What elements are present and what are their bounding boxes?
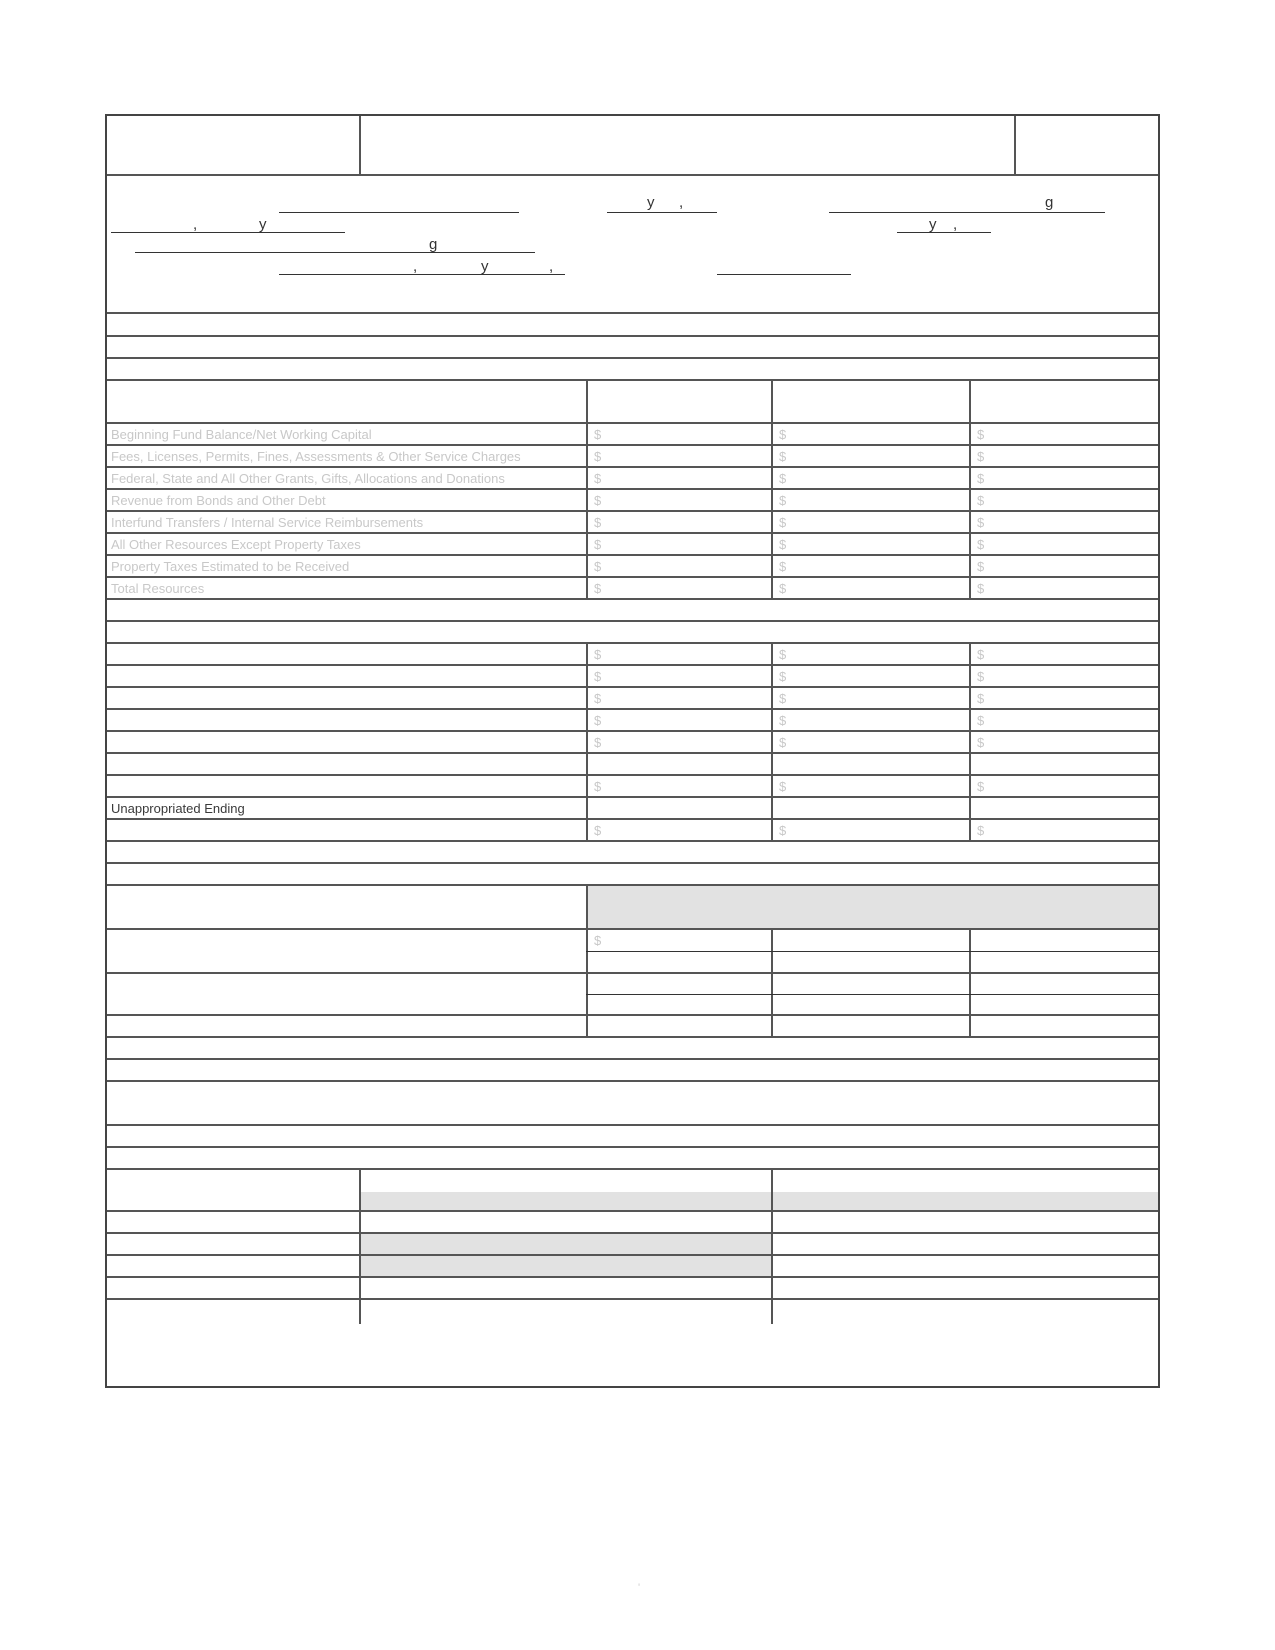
dollar-sign: $	[977, 427, 985, 442]
notice-glyph: y	[481, 258, 489, 275]
dollar-sign: $	[594, 691, 602, 706]
dollar-sign: $	[977, 559, 985, 574]
requirement-row	[107, 798, 1158, 820]
dollar-sign: $	[977, 735, 985, 750]
resource-row	[107, 534, 1158, 556]
dollar-sign: $	[779, 669, 787, 684]
dollar-sign: $	[779, 779, 787, 794]
requirement-row	[107, 666, 1158, 688]
notice-glyph: g	[1045, 194, 1054, 211]
debt-table-row	[107, 1212, 1158, 1234]
resource-row	[107, 490, 1158, 512]
resources-title-row	[107, 314, 1158, 337]
requirement-row-label: Unappropriated Ending	[111, 801, 245, 816]
resource-row	[107, 424, 1158, 446]
tax-rate-group	[107, 930, 1158, 974]
requirements-heading-row	[107, 622, 1158, 644]
dollar-sign: $	[977, 779, 985, 794]
requirement-row	[107, 688, 1158, 710]
dollar-sign: $	[977, 581, 985, 596]
dollar-sign: $	[594, 449, 602, 464]
dollar-sign: $	[977, 471, 985, 486]
resource-row	[107, 556, 1158, 578]
dollar-sign: $	[594, 581, 602, 596]
dollar-sign: $	[594, 779, 602, 794]
debt-table-row	[107, 1256, 1158, 1278]
resource-row-label: Property Taxes Estimated to be Received	[111, 559, 350, 574]
resources-heading-row	[107, 359, 1158, 381]
dollar-sign: $	[779, 647, 787, 662]
dollar-sign: $	[594, 823, 602, 838]
spacer-row	[107, 1038, 1158, 1060]
requirement-row	[107, 732, 1158, 754]
requirement-row	[107, 754, 1158, 776]
notice-glyph: y	[647, 194, 655, 211]
dollar-sign: $	[594, 471, 602, 486]
dollar-sign: $	[977, 713, 985, 728]
notice-paragraph	[107, 176, 1158, 314]
dollar-sign: $	[779, 427, 787, 442]
debt-table-total	[107, 1300, 1158, 1388]
spacer-row	[107, 842, 1158, 864]
dollar-sign: $	[779, 823, 787, 838]
requirement-row	[107, 820, 1158, 842]
dollar-sign: $	[977, 515, 985, 530]
resource-row	[107, 446, 1158, 468]
notice-glyph: y	[929, 216, 937, 233]
dollar-sign: $	[594, 427, 602, 442]
dollar-sign: $	[594, 559, 602, 574]
debt-heading-row	[107, 1060, 1158, 1082]
resource-row	[107, 512, 1158, 534]
dollar-sign: $	[779, 559, 787, 574]
dollar-sign: $	[779, 471, 787, 486]
resource-row-label: All Other Resources Except Property Taxes	[111, 537, 361, 552]
notice-glyph: ,	[193, 216, 198, 233]
dollar-sign: $	[594, 515, 602, 530]
spacer-row	[107, 337, 1158, 359]
notice-glyph: y	[259, 216, 267, 233]
dollar-sign: $	[779, 581, 787, 596]
dollar-sign: $	[977, 691, 985, 706]
dollar-sign: $	[779, 735, 787, 750]
notice-glyph: ,	[413, 258, 418, 275]
dollar-sign: $	[779, 691, 787, 706]
resource-row	[107, 468, 1158, 490]
dollar-sign: $	[594, 669, 602, 684]
dollar-sign: $	[594, 537, 602, 552]
dollar-sign: $	[594, 647, 602, 662]
budget-form-frame	[105, 114, 1160, 1388]
tax-rate-group	[107, 974, 1158, 1016]
requirement-row	[107, 776, 1158, 798]
spacer-row	[107, 1126, 1158, 1148]
debt-table-row	[107, 1278, 1158, 1300]
spacer-row	[107, 600, 1158, 622]
debt-table-row	[107, 1234, 1158, 1256]
dollar-sign: $	[594, 933, 602, 948]
page-footer-mark: '	[638, 1582, 641, 1594]
notice-glyph: ,	[953, 216, 958, 233]
debt-table-header	[107, 1170, 1158, 1212]
property-tax-heading-row	[107, 864, 1158, 886]
requirement-row	[107, 644, 1158, 666]
resource-row-label: Interfund Transfers / Internal Service Reimbursements	[111, 515, 424, 530]
dollar-sign: $	[779, 713, 787, 728]
resource-row-label: Fees, Licenses, Permits, Fines, Assessments & Other Service Charges	[111, 449, 521, 464]
dollar-sign: $	[779, 449, 787, 464]
notice-glyph: ,	[549, 258, 554, 275]
dollar-sign: $	[594, 735, 602, 750]
resource-row	[107, 578, 1158, 600]
dollar-sign: $	[977, 537, 985, 552]
notice-glyph: ,	[679, 194, 684, 211]
dollar-sign: $	[594, 713, 602, 728]
resource-row-label: Beginning Fund Balance/Net Working Capital	[111, 427, 372, 442]
dollar-sign: $	[779, 493, 787, 508]
column-header-row	[107, 381, 1158, 424]
resource-row-label: Revenue from Bonds and Other Debt	[111, 493, 326, 508]
dollar-sign: $	[779, 515, 787, 530]
dollar-sign: $	[977, 669, 985, 684]
dollar-sign: $	[977, 823, 985, 838]
form-header-row	[107, 116, 1158, 176]
property-tax-row	[107, 1016, 1158, 1038]
debt-title-row	[107, 1148, 1158, 1170]
tax-rate-header-row	[107, 886, 1158, 930]
notice-glyph: g	[429, 236, 438, 253]
dollar-sign: $	[977, 493, 985, 508]
debt-note-row	[107, 1082, 1158, 1126]
resource-row-label: Federal, State and All Other Grants, Gifts, Allocations and Donations	[111, 471, 505, 486]
dollar-sign: $	[594, 493, 602, 508]
dollar-sign: $	[977, 449, 985, 464]
dollar-sign: $	[779, 537, 787, 552]
dollar-sign: $	[977, 647, 985, 662]
requirement-row	[107, 710, 1158, 732]
resource-row-label: Total Resources	[111, 581, 205, 596]
